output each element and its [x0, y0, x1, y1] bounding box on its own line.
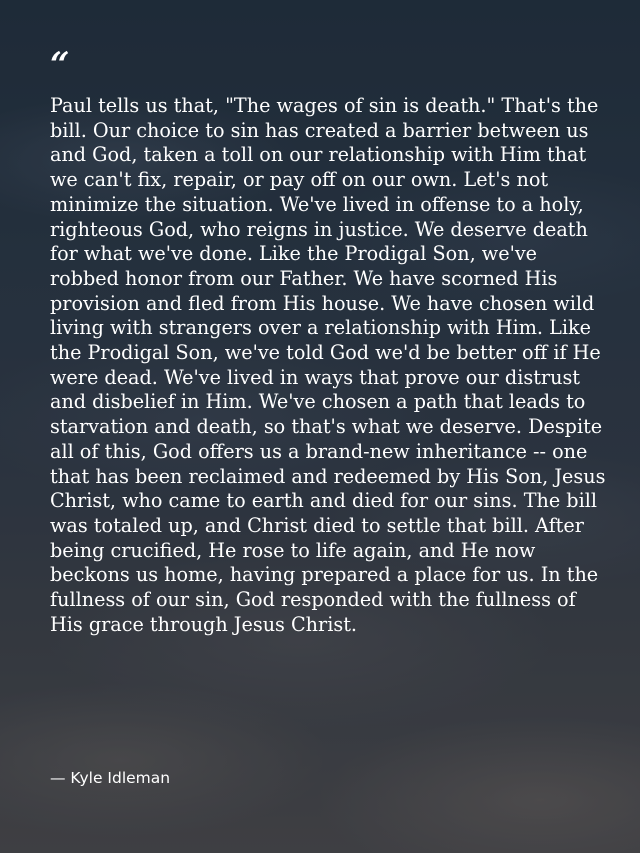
quote-author: — Kyle Idleman: [50, 769, 171, 787]
quote-block: [50, 45, 610, 637]
quote-mark-icon: “: [50, 45, 70, 85]
quote-text: Paul tells us that, "The wages of sin is death." That's the bill. Our choice to sin has created a barrier between us and God, taken a toll on our relationship with Him that we can't fix, repair, or pay off on our own. Let's not minimize the situation. We've lived in offense to a holy, righteous God, who reigns in justice. We deserve death for what we've done. Like the Prodigal Son, we've robbed honor from our Father. We have scorned His provision and fled from His house. We have chosen wild living with strangers over a relationship with Him. Like the Prodigal Son, we've told God we'd be better off if He were dead. We've lived in ways that prove our distrust and disbelief in Him. We've chosen a path that leads to starvation and death, so that's what we deserve. Despite all of this, God offers us a brand-new inheritance -- one that has been reclaimed and redeemed by His Son, Jesus Christ, who came to earth and died for our sins. The bill was totaled up, and Christ died to settle that bill. After being crucified, He rose to life again, and He now beckons us home, having prepared a place for us. In the fullness of our sin, God responded with the fullness of His grace through Jesus Christ.: [50, 94, 606, 636]
